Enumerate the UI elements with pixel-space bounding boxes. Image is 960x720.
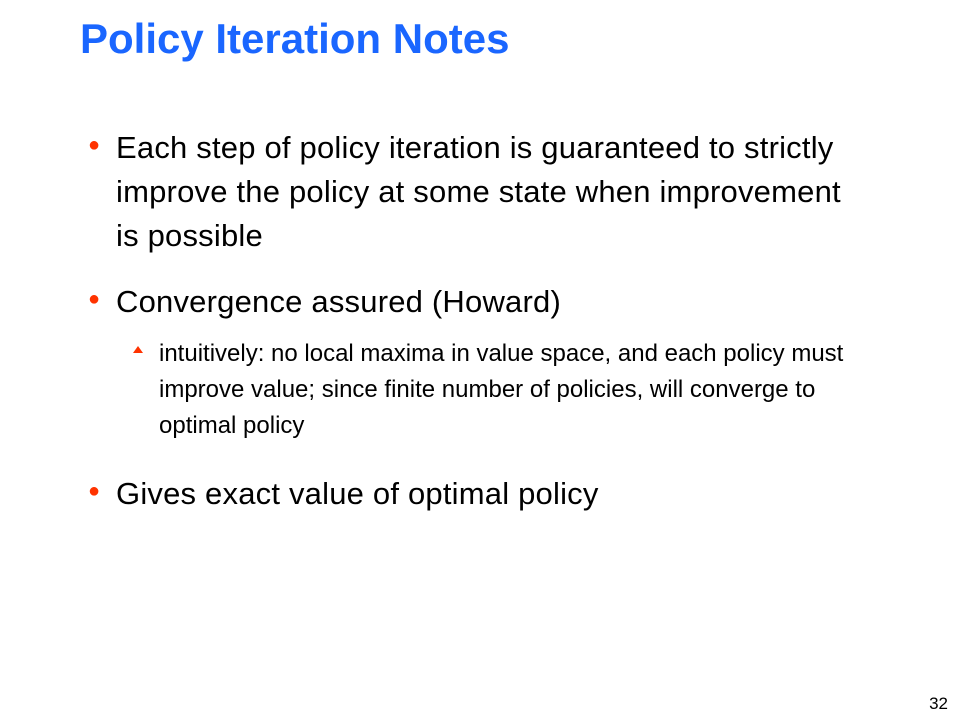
bullet-text: Gives exact value of optimal policy — [116, 476, 599, 511]
slide-title: Policy Iteration Notes — [80, 15, 510, 62]
bullet-text: Convergence assured (Howard) — [116, 284, 561, 319]
triangle-bullet-icon — [131, 336, 159, 368]
bullet-text: Each step of policy iteration is guaranteed to strictly improve the policy at some state when improvement is possible — [116, 130, 841, 253]
bullet-icon: ● — [88, 480, 101, 502]
bullet-icon: ● — [88, 134, 101, 156]
bullet-item — [88, 126, 856, 258]
sub-bullet-item — [131, 336, 879, 444]
sub-bullet-text: intuitively: no local maxima in value space, and each policy must improve value; since finite number of policies, will converge to optimal policy — [159, 340, 844, 439]
page-number: 32 — [929, 694, 948, 713]
bullet-icon: ● — [88, 288, 101, 310]
bullet-item — [88, 472, 856, 516]
bullet-item — [88, 280, 856, 324]
